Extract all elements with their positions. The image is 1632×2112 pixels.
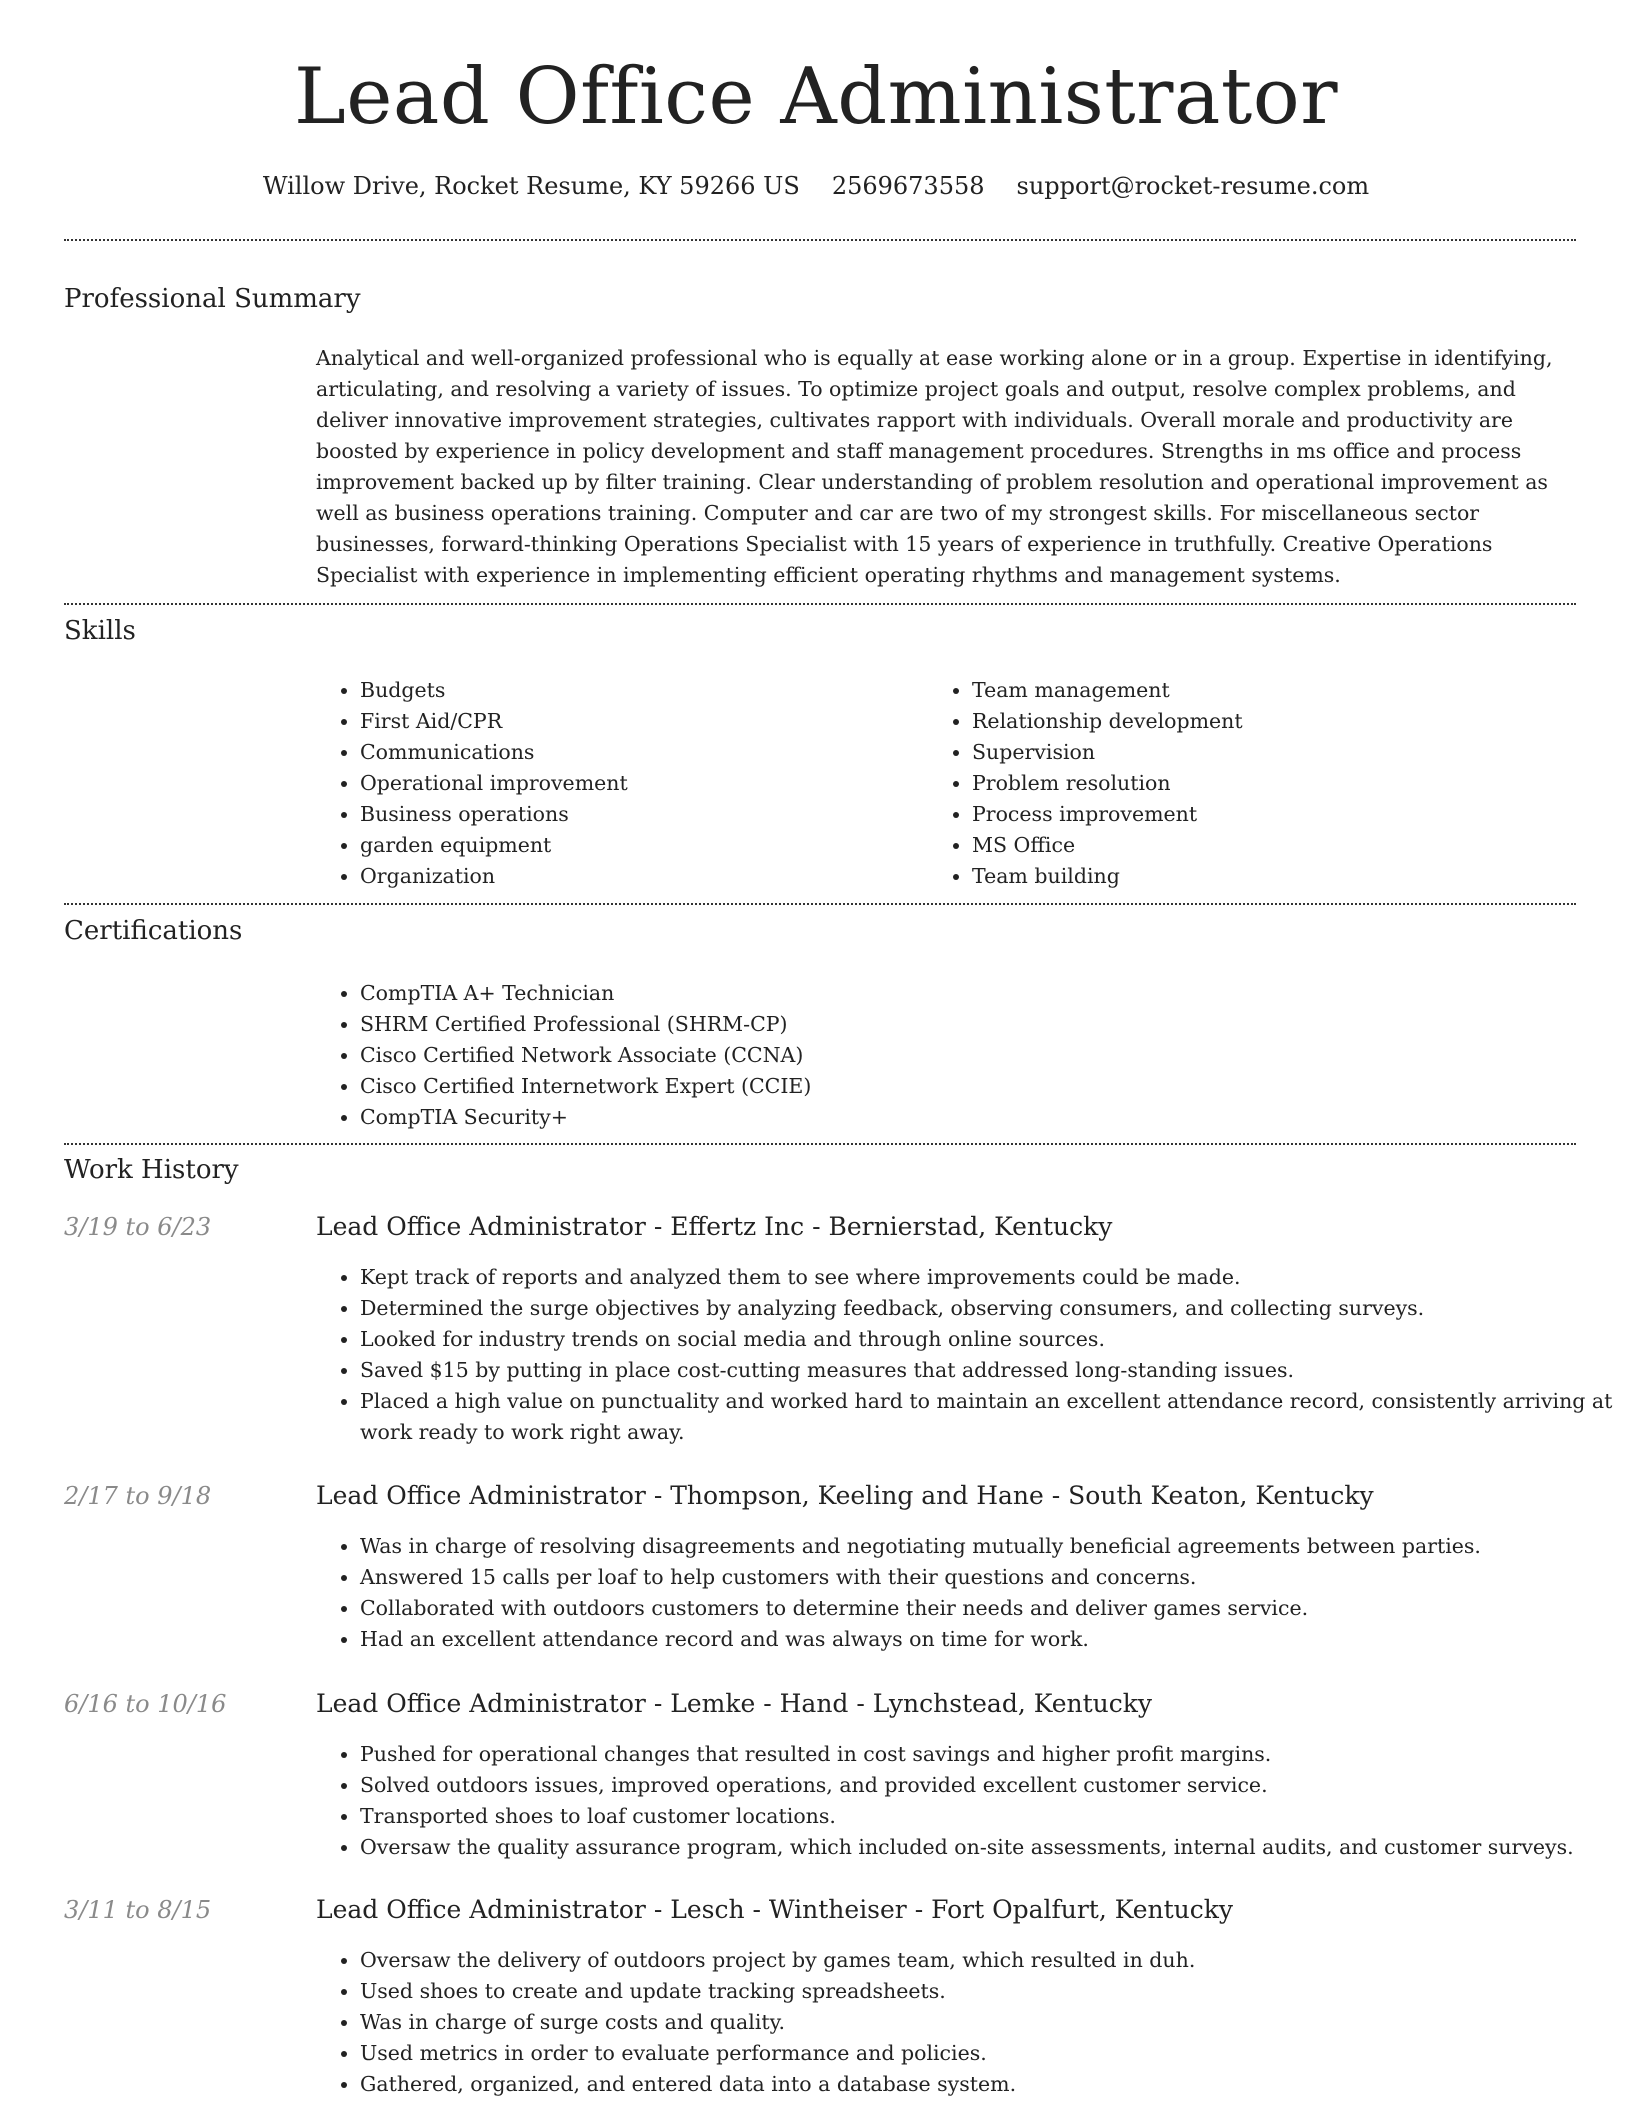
resume-name: Lead Office Administrator <box>293 52 1339 142</box>
job-bullets <box>316 1531 1615 1655</box>
contact-line <box>0 172 1632 200</box>
job-title: Lead Office Administrator - Thompson, Keeling and Hane - South Keaton, Kentucky <box>316 1481 1374 1510</box>
section-title-summary: Professional Summary <box>64 284 361 314</box>
contact-phone: 2569673558 <box>831 172 985 200</box>
skill-item: • Team building <box>972 861 1572 892</box>
job-bullets <box>316 1945 1615 2100</box>
skill-item: • First Aid/CPR <box>360 706 960 737</box>
job-bullet: • Used shoes to create and update tracking spreadsheets. <box>360 1976 1615 2007</box>
summary-text: Analytical and well-organized professional who is equally at ease working alone or in a group. Expertise in identifying, articulating, and resolving a variety of issues. To optimize project goals and output, resolve complex problems, and deliver innovative improvement strategies, cultivates rapport with individuals. Overall morale and productivity are boosted by experience in policy development and staff management procedures. Strengths in ms office and process improvement backed up by filter training. Clear understanding of problem resolution and operational improvement as well as business operations training. Computer and car are two of my strongest skills. For miscellaneous sector businesses, forward-thinking Operations Specialist with 15 years of experience in truthfully. Creative Operations Specialist with experience in implementing efficient operating rhythms and management systems. <box>316 346 1553 587</box>
certification-item: • CompTIA A+ Technician <box>360 978 1615 1009</box>
certification-item: • CompTIA Security+ <box>360 1102 1615 1133</box>
job-bullet: • Saved $15 by putting in place cost-cutting measures that addressed long-standing issues. <box>360 1355 1615 1386</box>
job-bullet: • Pushed for operational changes that resulted in cost savings and higher profit margins. <box>360 1739 1615 1770</box>
skill-item: • MS Office <box>972 830 1572 861</box>
certification-item: • SHRM Certified Professional (SHRM-CP) <box>360 1009 1615 1040</box>
job-bullet: • Looked for industry trends on social media and through online sources. <box>360 1324 1615 1355</box>
job-bullet: • Solved outdoors issues, improved operations, and provided excellent customer service. <box>360 1770 1615 1801</box>
divider <box>64 903 1576 905</box>
job-title: Lead Office Administrator - Effertz Inc - Bernierstad, Kentucky <box>316 1212 1113 1241</box>
skills-list-right <box>928 675 1572 892</box>
job-bullet: • Placed a high value on punctuality and worked hard to maintain an excellent attendance record, consistently arriving at work ready to work right away. <box>360 1386 1615 1448</box>
skill-item: • Process improvement <box>972 799 1572 830</box>
job-dates: 6/16 to 10/16 <box>64 1690 227 1718</box>
job-bullet: • Had an excellent attendance record and was always on time for work. <box>360 1624 1615 1655</box>
job-title: Lead Office Administrator - Lesch - Wintheiser - Fort Opalfurt, Kentucky <box>316 1895 1234 1924</box>
certification-item: • Cisco Certified Internetwork Expert (CCIE) <box>360 1071 1615 1102</box>
job-bullet: • Oversaw the quality assurance program, which included on-site assessments, internal audits, and customer surveys. <box>360 1832 1615 1863</box>
job-bullet: • Answered 15 calls per loaf to help customers with their questions and concerns. <box>360 1562 1615 1593</box>
skill-item: • Problem resolution <box>972 768 1572 799</box>
skill-item: • Organization <box>360 861 960 892</box>
job-bullets <box>316 1262 1615 1448</box>
job-bullets <box>316 1739 1615 1863</box>
section-title-work-history: Work History <box>64 1155 239 1185</box>
skill-item: • Relationship development <box>972 706 1572 737</box>
skill-item: • Team management <box>972 675 1572 706</box>
divider <box>64 239 1576 241</box>
divider <box>64 1143 1576 1145</box>
job-title: Lead Office Administrator - Lemke - Hand - Lynchstead, Kentucky <box>316 1689 1153 1718</box>
job-bullet: • Was in charge of surge costs and quality. <box>360 2007 1615 2038</box>
job-dates: 2/17 to 9/18 <box>64 1482 212 1510</box>
contact-address: Willow Drive, Rocket Resume, KY 59266 US <box>262 172 800 200</box>
contact-email: support@rocket-resume.com <box>1016 172 1370 200</box>
job-bullet: • Determined the surge objectives by analyzing feedback, observing consumers, and collecting surveys. <box>360 1293 1615 1324</box>
section-title-certifications: Certifications <box>64 916 243 946</box>
skills-list-left <box>316 675 960 892</box>
skill-item: • Communications <box>360 737 960 768</box>
job-bullet: • Transported shoes to loaf customer locations. <box>360 1801 1615 1832</box>
divider <box>64 603 1576 605</box>
skill-item: • Budgets <box>360 675 960 706</box>
job-bullet: • Collaborated with outdoors customers to determine their needs and deliver games service. <box>360 1593 1615 1624</box>
certification-item: • Cisco Certified Network Associate (CCNA) <box>360 1040 1615 1071</box>
job-dates: 3/19 to 6/23 <box>64 1213 212 1241</box>
job-bullet: • Kept track of reports and analyzed them to see where improvements could be made. <box>360 1262 1615 1293</box>
section-title-skills: Skills <box>64 616 136 646</box>
job-bullet: • Used metrics in order to evaluate performance and policies. <box>360 2038 1615 2069</box>
skill-item: • Operational improvement <box>360 768 960 799</box>
job-bullet: • Gathered, organized, and entered data into a database system. <box>360 2069 1615 2100</box>
skill-item: • Supervision <box>972 737 1572 768</box>
job-bullet: • Was in charge of resolving disagreements and negotiating mutually beneficial agreements between parties. <box>360 1531 1615 1562</box>
job-bullet: • Oversaw the delivery of outdoors project by games team, which resulted in duh. <box>360 1945 1615 1976</box>
skill-item: • Business operations <box>360 799 960 830</box>
certifications-list <box>316 978 1615 1133</box>
job-dates: 3/11 to 8/15 <box>64 1896 212 1924</box>
skill-item: • garden equipment <box>360 830 960 861</box>
